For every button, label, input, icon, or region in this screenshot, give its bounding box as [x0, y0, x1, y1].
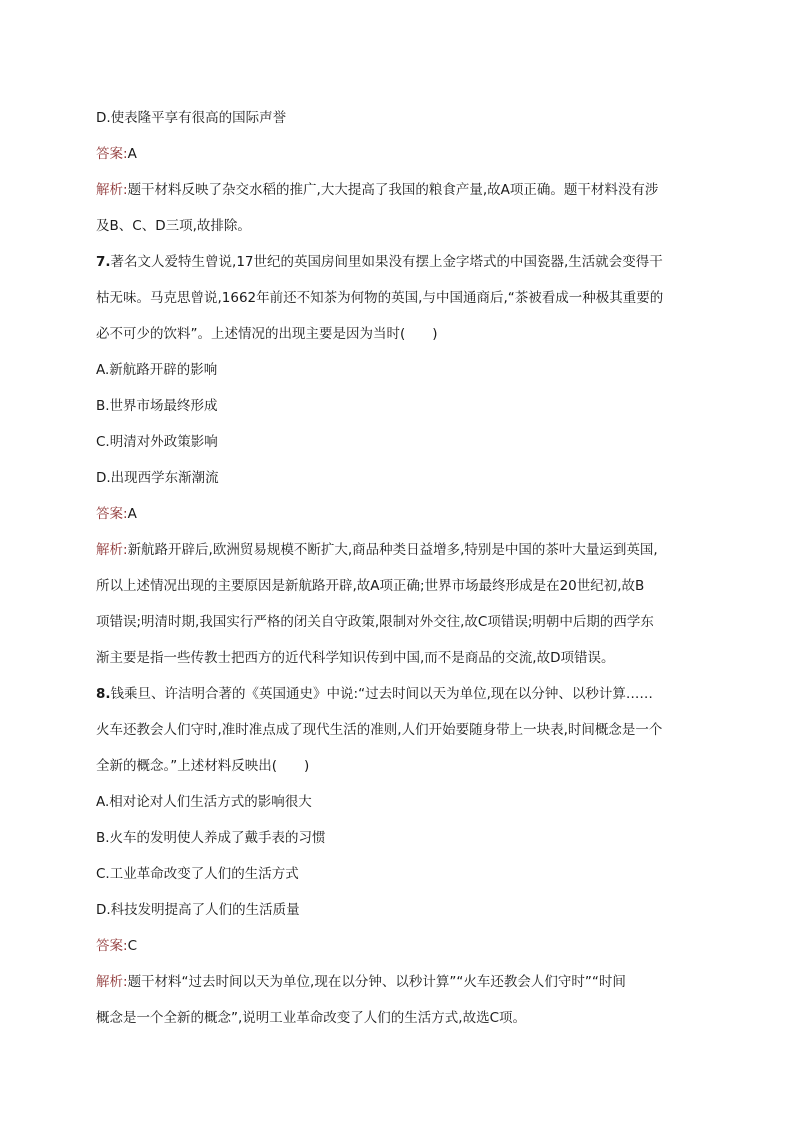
q7-option-d: D.出现西学东渐潮流 — [96, 470, 219, 486]
analysis-label: 解析: — [96, 542, 128, 558]
q8-answer — [96, 928, 700, 964]
q6-analysis: 解析: 题干材料反映了杂交水稻的推广,大大提高了我国的粮食产量,故A项正确。题干材料没有涉 及B、C、D三项,故排除。 — [96, 172, 700, 244]
answer-label: 答案: — [96, 938, 128, 954]
q8-option-d: D.科技发明提高了人们的生活质量 — [96, 902, 300, 918]
question-number: 7. — [96, 254, 111, 270]
q8-option-b: B.火车的发明使人养成了戴手表的习惯 — [96, 830, 326, 846]
analysis-label: 解析: — [96, 974, 128, 990]
q8-analysis: 解析: 题干材料“过去时间以天为单位,现在以分钟、以秒计算”“火车还教会人们守时”“时间 概念是一个全新的概念”,说明工业革命改变了人们的生活方式,故选C项。 — [96, 964, 700, 1036]
document-page — [96, 100, 700, 1036]
q7-answer — [96, 496, 700, 532]
q7-stem: 7. 著名文人爱特生曾说,17世纪的英国房间里如果没有摆上金字塔式的中国瓷器,生活就会变得干 枯无味。马克思曾说,1662年前还不知茶为何物的英国,与中国通商后,“茶被看成一种极其重要的 必不可少的饮料”。上述情况的出现主要是因为当时( ) — [96, 244, 700, 352]
q7-option-b: B.世界市场最终形成 — [96, 398, 218, 414]
q7-analysis: 解析: 新航路开辟后,欧洲贸易规模不断扩大,商品种类日益增多,特别是中国的茶叶大量运到英国, 所以上述情况出现的主要原因是新航路开辟,故A项正确;世界市场最终形成是在20世纪初,故B 项错误;明清时期,我国实行严格的闭关自守政策,限制对外交往,故C项错误;明朝中后期的西学东 渐主要是指一些传教士把西方的近代科学知识传到中国,而不是商品的交流,故D项错误。 — [96, 532, 700, 676]
q7-option-c: C.明清对外政策影响 — [96, 434, 218, 450]
q8-option-c: C.工业革命改变了人们的生活方式 — [96, 866, 299, 882]
q7-option-a: A.新航路开辟的影响 — [96, 362, 218, 378]
q8-stem: 8. 钱乘旦、许洁明合著的《英国通史》中说:“过去时间以天为单位,现在以分钟、以秒计算…… 火车还教会人们守时,准时准点成了现代生活的准则,人们开始要随身带上一块表,时间概念是一个 全新的概念。”上述材料反映出( ) — [96, 676, 700, 784]
answer-value: A — [127, 506, 137, 522]
q6-answer — [96, 136, 700, 172]
analysis-label: 解析: — [96, 182, 128, 198]
answer-value: C — [127, 938, 137, 954]
answer-value: A — [127, 146, 137, 162]
q6-option-d: D.使表隆平享有很高的国际声誉 — [96, 110, 287, 126]
question-number: 8. — [96, 686, 111, 702]
q8-option-a: A.相对论对人们生活方式的影响很大 — [96, 794, 312, 810]
answer-label: 答案: — [96, 506, 128, 522]
answer-label: 答案: — [96, 146, 128, 162]
